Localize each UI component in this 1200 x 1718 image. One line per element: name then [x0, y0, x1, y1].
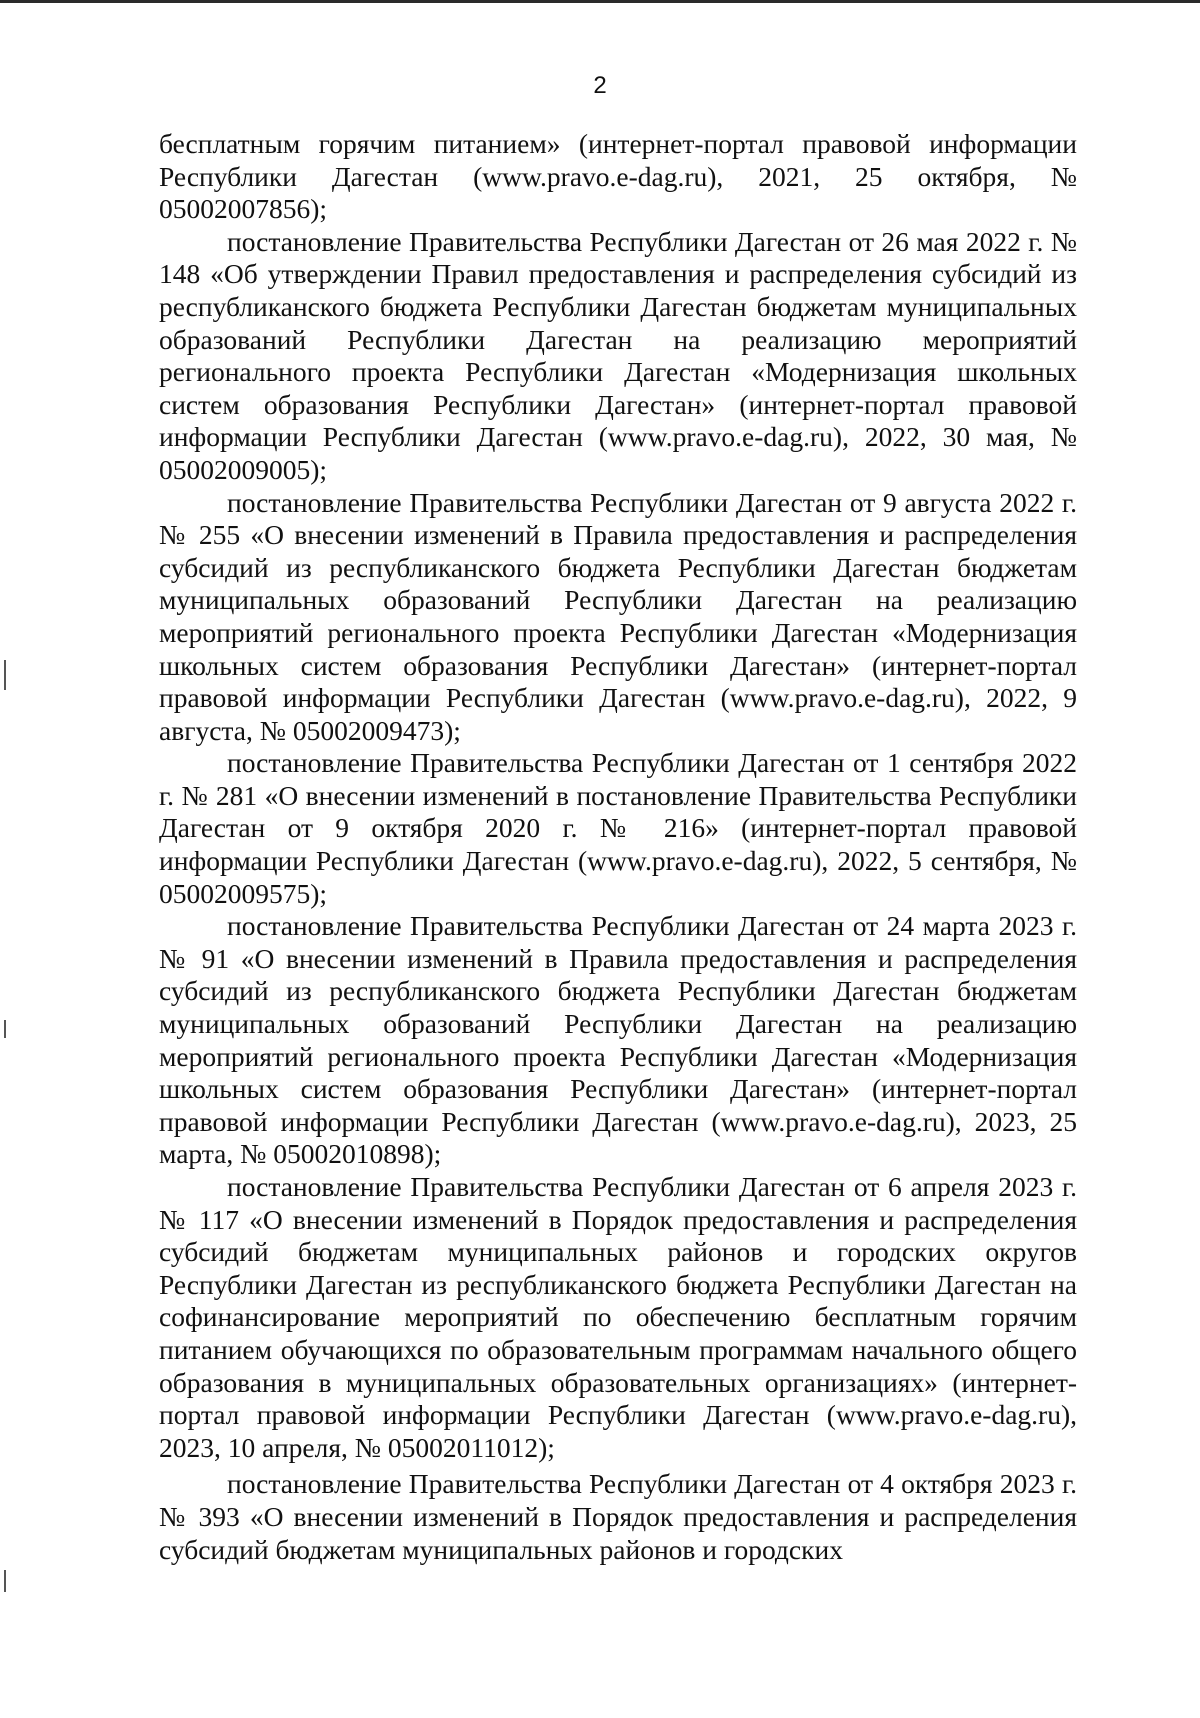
page-number: 2 [593, 72, 607, 99]
scan-top-edge [0, 0, 1200, 3]
paragraph-decree-255: постановление Правительства Республики Дагестан от 9 августа 2022 г. № 255 «О внесении изменений в Правила предоставления и распределения субсидий из республиканского бюджета Республики Дагестан бюджетам муниципальных образований Республики Дагестан на реализацию мероприятий регионального проекта Республики Дагестан «Модернизация школьных систем образования Республики Дагестан» (интернет-портал правовой информации Республики Дагестан (www.pravo.e-dag.ru), 2022, 9 августа, № 05002009473); [159, 486, 1077, 746]
scan-artifact-mark [4, 1020, 6, 1038]
paragraph-decree-91: постановление Правительства Республики Дагестан от 24 марта 2023 г. № 91 «О внесении изменений в Правила предоставления и распределения субсидий из республиканского бюджета Республики Дагестан бюджетам муниципальных образований Республики Дагестан на реализацию мероприятий регионального проекта Республики Дагестан «Модернизация школьных систем образования Республики Дагестан» (интернет-портал правовой информации Республики Дагестан (www.pravo.e-dag.ru), 2023, 25 марта, № 05002010898); [159, 910, 1077, 1170]
paragraph-decree-393: постановление Правительства Республики Дагестан от 4 октября 2023 г. № 393 «О внесении изменений в Порядок предоставления и распределения субсидий бюджетам муниципальных районов и городских [159, 1468, 1077, 1565]
scan-artifact-mark [4, 1570, 6, 1592]
document-body [159, 128, 1077, 1566]
paragraph-decree-117: постановление Правительства Республики Дагестан от 6 апреля 2023 г. № 117 «О внесении изменений в Порядок предоставления и распределения субсидий бюджетам муниципальных районов и городских округов Республики Дагестан из республиканского бюджета Республики Дагестан на софинансирование мероприятий по обеспечению бесплатным горячим питанием обучающихся по образовательным программам начального общего образования в муниципальных образовательных организациях» (интернет-портал правовой информации Республики Дагестан (www.pravo.e-dag.ru), 2023, 10 апреля, № 05002011012); [159, 1171, 1077, 1463]
paragraph-decree-148: постановление Правительства Республики Дагестан от 26 мая 2022 г. № 148 «Об утверждении Правил предоставления и распределения субсидий из республиканского бюджета Республики Дагестан бюджетам муниципальных образований Республики Дагестан на реализацию мероприятий регионального проекта Республики Дагестан «Модернизация школьных систем образования Республики Дагестан» (интернет-портал правовой информации Республики Дагестан (www.pravo.e-dag.ru), 2022, 30 мая, № 05002009005); [159, 225, 1077, 485]
paragraph-continuation: бесплатным горячим питанием» (интернет-портал правовой информации Республики Дагестан (www.pravo.e-dag.ru), 2021, 25 октября, № 05002007856); [159, 128, 1077, 225]
paragraph-decree-281: постановление Правительства Республики Дагестан от 1 сентября 2022 г. № 281 «О внесении изменений в постановление Правительства Республики Дагестан от 9 октября 2020 г. № 216» (интернет-портал правовой информации Республики Дагестан (www.pravo.e-dag.ru), 2022, 5 сентября, № 05002009575); [159, 747, 1077, 909]
scan-artifact-mark [4, 660, 6, 690]
